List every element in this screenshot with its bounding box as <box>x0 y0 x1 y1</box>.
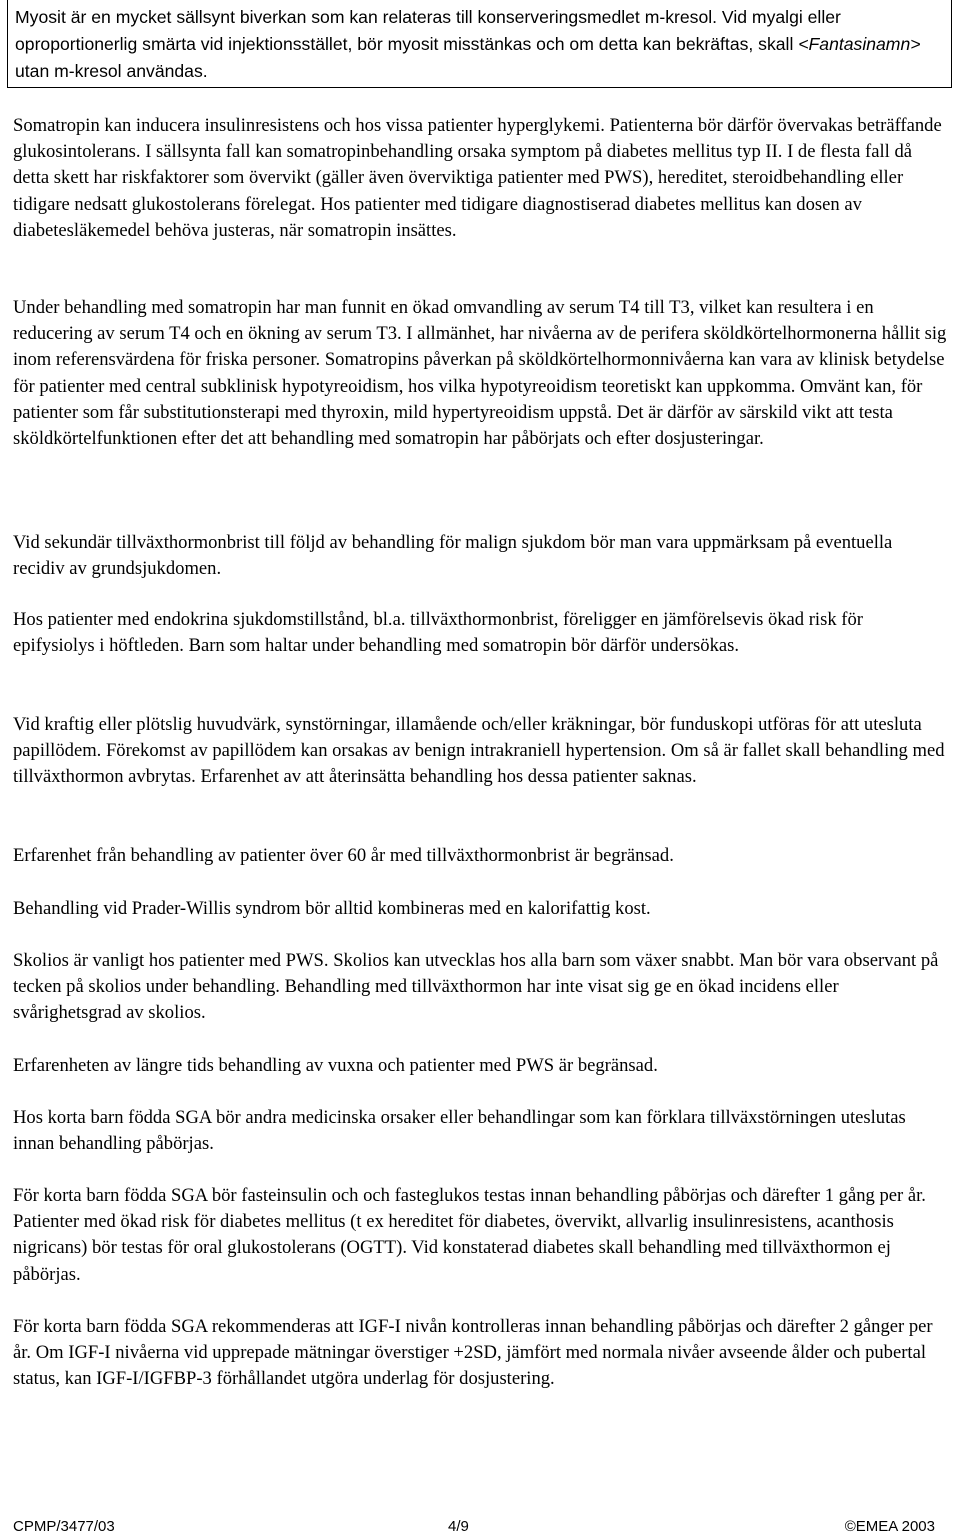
boxed-note-text-end: utan m-kresol användas. <box>15 61 208 81</box>
paragraph-adult-pws-experience: Erfarenheten av längre tids behandling av vuxna och patienter med PWS är begränsad. <box>13 1055 658 1076</box>
boxed-note-text-start: Myosit är en mycket sällsynt biverkan som kan relateras till konserveringsmedlet m-kresol. Vid myalgi eller oproportionerlig smärta vid injektionsstället, bör myosit misstänkas och om detta kan bekräftas, skall <box>15 7 841 54</box>
footer-page-number: 4/9 <box>448 1518 469 1535</box>
paragraph-prader-willi-diet: Behandling vid Prader-Willis syndrom bör alltid kombineras med en kalorifattig kost. <box>13 898 651 919</box>
boxed-note-italic-name: <Fantasinamn> <box>798 34 921 54</box>
paragraph-headache-papilledema: Vid kraftig eller plötslig huvudvärk, synstörningar, illamående och/eller kräkningar, bör funduskopi utföras för att utesluta papillödem. Förekomst av papillödem kan orsakas av benign intrakraniell hypertension. Om så är fallet skall behandling med tillväxthormon avbrytas. Erfarenhet av att återinsätta behandling hos dessa patienter saknas. <box>13 714 945 788</box>
paragraph-sga-glucose-testing: För korta barn födda SGA bör fasteinsulin och och fasteglukos testas innan behandling påbörjas och därefter 1 gång per år. Patienter med ökad risk för diabetes mellitus (t ex hereditet för diabetes, övervikt, allvarlig insulinresistens, acanthosis nigricans) bör testas för oral glukostolerans (OGTT). Vid konstaterad diabetes skall behandling med tillväxthormon ej påbörjas. <box>13 1185 926 1285</box>
footer-copyright: ©EMEA 2003 <box>844 1518 935 1535</box>
paragraph-elderly-patients: Erfarenhet från behandling av patienter över 60 år med tillväxthormonbrist är begränsad. <box>13 845 674 866</box>
paragraph-epiphysiolysis: Hos patienter med endokrina sjukdomstillstånd, bl.a. tillväxthormonbrist, föreligger en jämförelsevis ökad risk för epifysiolys i höftleden. Barn som haltar under behandling med somatropin bör därför undersökas. <box>13 609 863 657</box>
paragraph-sga-igf-monitoring: För korta barn födda SGA rekommenderas att IGF-I nivån kontrolleras innan behandling påbörjas och därefter 2 gånger per år. Om IGF-I nivåerna vid upprepade mätningar överstiger +2SD, jämfört med normala nivåer avseende ålder och pubertal status, kan IGF-I/IGFBP-3 förhållandet utgöra underlag för dosjustering. <box>13 1316 933 1390</box>
paragraph-secondary-gh-deficiency: Vid sekundär tillväxthormonbrist till följd av behandling för malign sjukdom bör man vara uppmärksam på eventuella recidiv av grundsjukdomen. <box>13 532 893 580</box>
footer-document-reference: CPMP/3477/03 <box>13 1518 115 1535</box>
paragraph-insulin-resistance: Somatropin kan inducera insulinresistens och hos vissa patienter hyperglykemi. Patienterna bör därför övervakas beträffande glukosintolerans. I sällsynta fall kan somatropinbehandling orsaka symptom på diabetes mellitus typ II. I de flesta fall då detta skett har riskfaktorer som övervikt (gäller även överviktiga patienter med PWS), hereditet, steroidbehandling eller tidigare nedsatt glukostolerans förelegat. Hos patienter med tidigare diagnostiserad diabetes mellitus kan dosen av diabetesläkemedel behöva justeras, när somatropin insättes. <box>13 115 942 241</box>
boxed-note <box>7 0 952 88</box>
paragraph-thyroid: Under behandling med somatropin har man funnit en ökad omvandling av serum T4 till T3, vilket kan resultera i en reducering av serum T4 och en ökning av serum T3. I allmänhet, har nivåerna av de perifera sköldkörtelhormonerna hållit sig inom referensvärdena för friska personer. Somatropins påverkan på sköldkörtelhormonnivåerna kan vara av klinisk betydelse för patienter med central subklinisk hypotyreoidism, hos vilka hypotyreoidism teoretiskt kan uppkomma. Omvänt kan, för patienter som får substitutionsterapi med thyroxin, mild hypertyreoidism uppstå. Det är därför av särskild vikt att testa sköldkörtelfunktionen efter det att behandling med somatropin har påbörjats och efter dosjusteringar. <box>13 297 947 450</box>
paragraph-sga-other-causes: Hos korta barn födda SGA bör andra medicinska orsaker eller behandlingar som kan förklara tillväxstörningen uteslutas innan behandling påbörjas. <box>13 1107 906 1155</box>
paragraph-scoliosis: Skolios är vanligt hos patienter med PWS. Skolios kan utvecklas hos alla barn som växer snabbt. Man bör vara observant på tecken på skolios under behandling. Behandling med tillväxthormon har inte visat sig ge en ökad incidens eller svårighetsgrad av skolios. <box>13 950 939 1024</box>
